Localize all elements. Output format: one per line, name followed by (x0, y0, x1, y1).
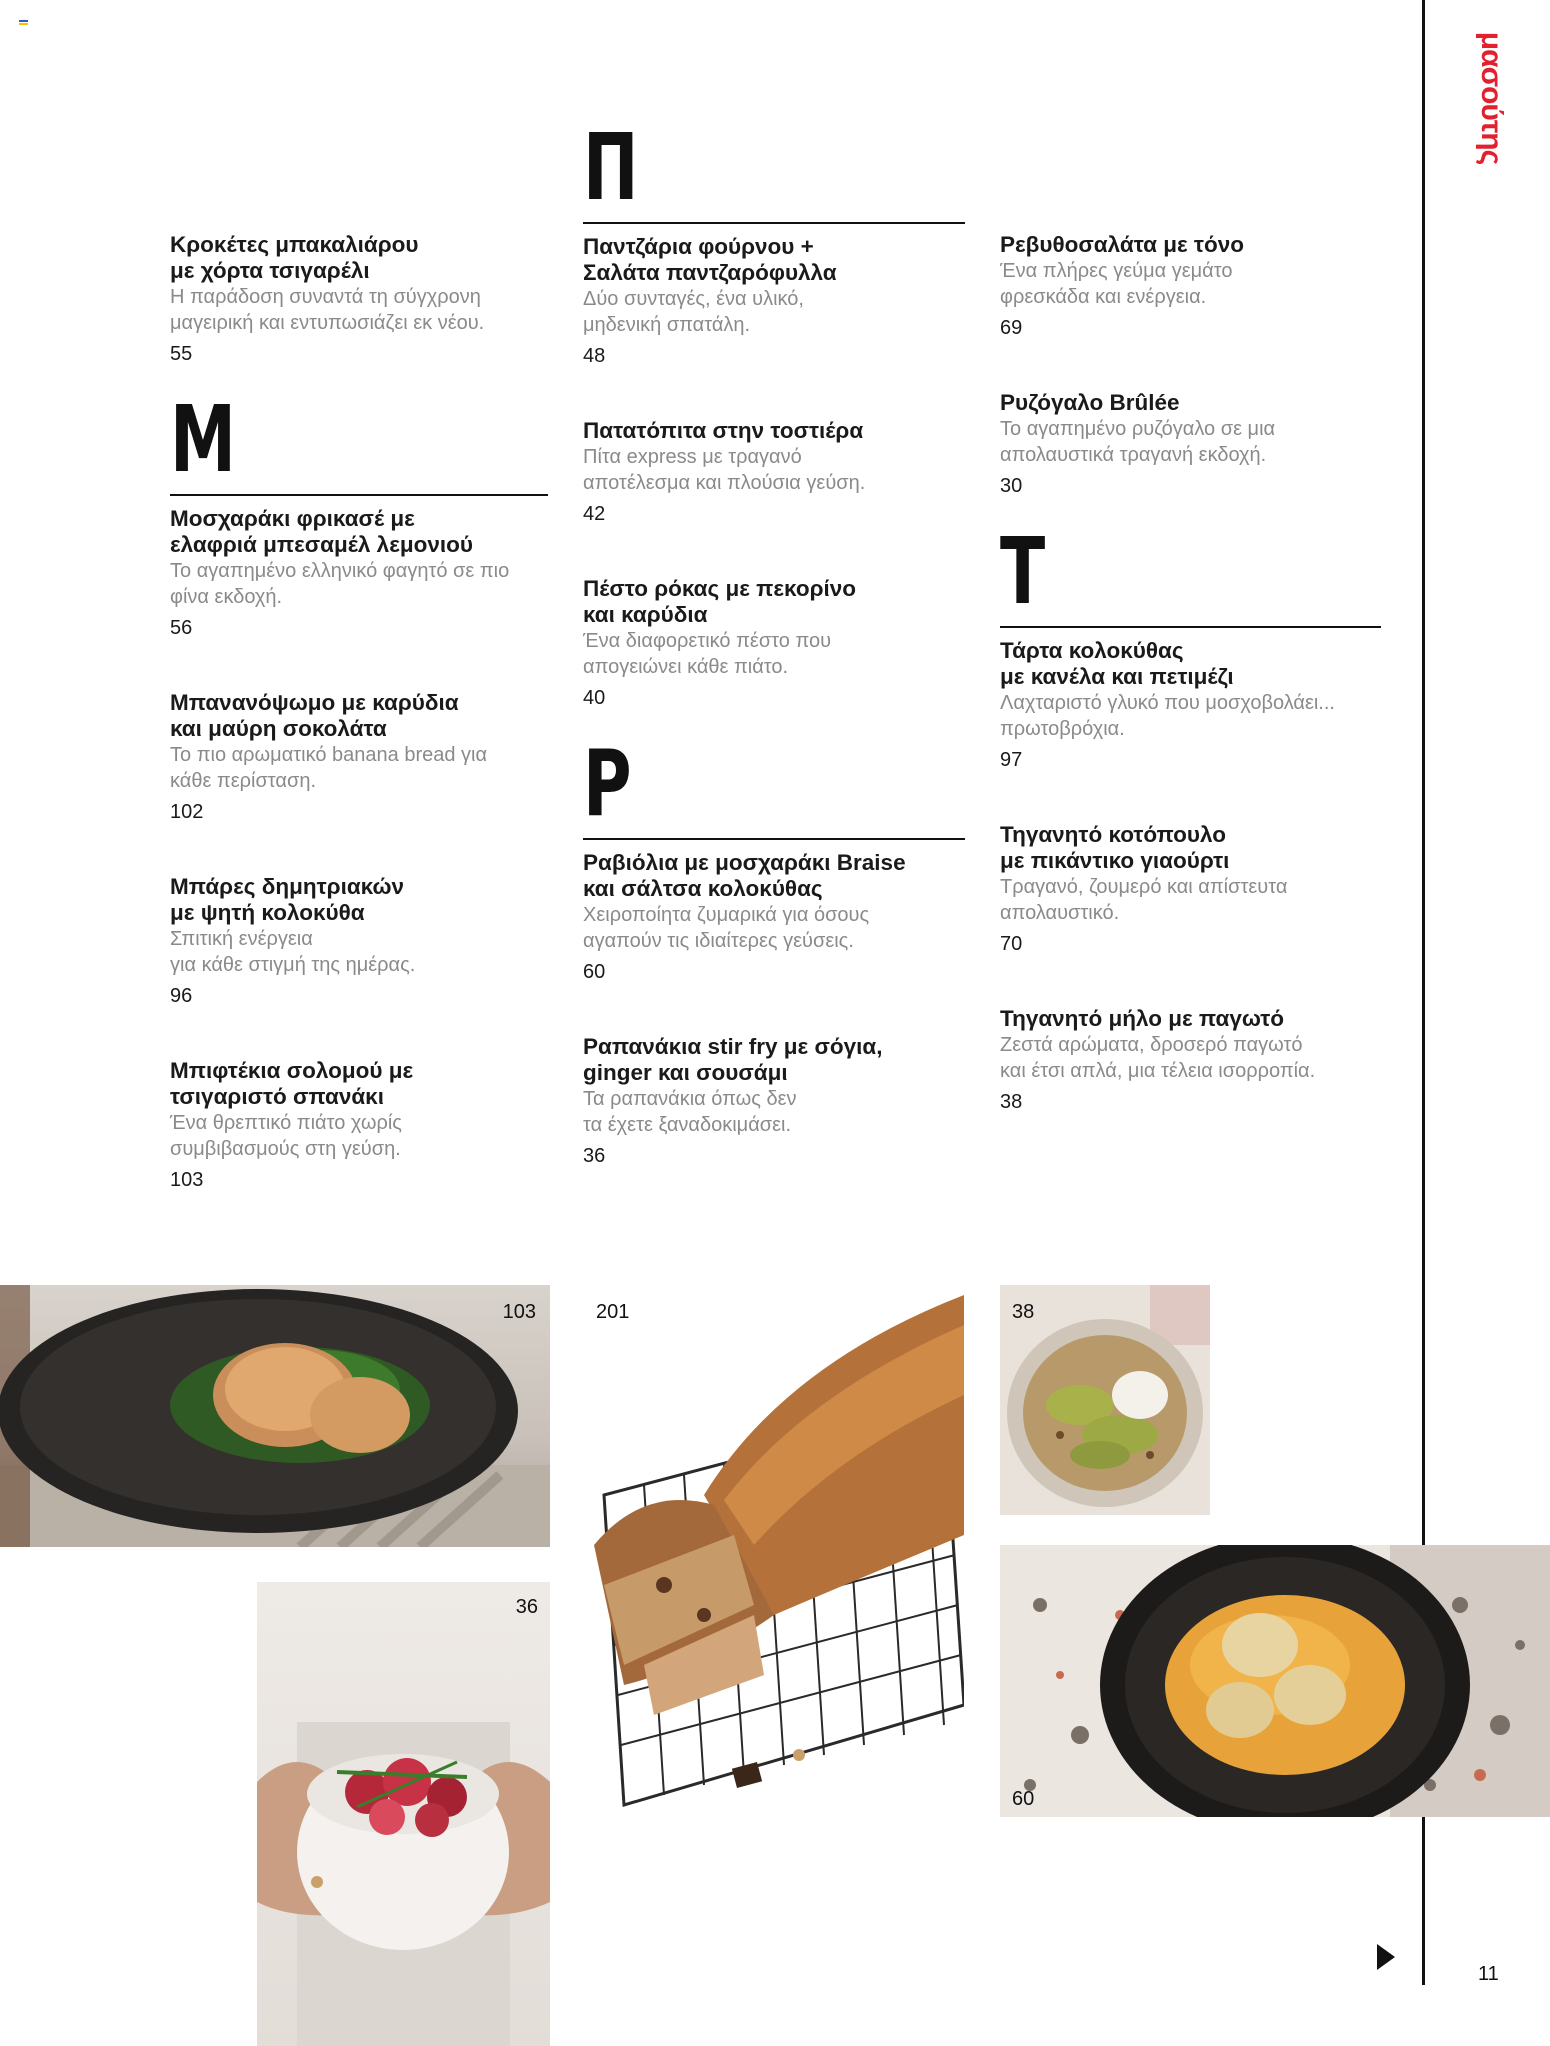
entry-page-number: 103 (170, 1169, 204, 1191)
entry-page-number: 42 (583, 503, 606, 525)
section-letter: Ρ (583, 730, 632, 837)
letter-heading (170, 386, 548, 496)
index-entry[interactable] (170, 1058, 548, 1192)
play-arrow-icon[interactable] (1377, 1944, 1395, 1970)
entry-title: Κροκέτες μπακαλιάρου με χόρτα τσιγαρέλι (170, 232, 419, 283)
letter-heading (583, 114, 965, 224)
ravioli-illustration (1000, 1545, 1550, 1817)
entry-description: Ένα θρεπτικό πιάτο χωρίς συμβιβασμούς στη γεύση. (170, 1112, 402, 1160)
section-rule (170, 494, 548, 496)
entry-description: Το πιο αρωματικό banana bread για κάθε περίσταση. (170, 744, 488, 792)
entry-page-number: 56 (170, 617, 193, 639)
entry-title: Πατατόπιτα στην τοστιέρα (583, 418, 864, 443)
photo-page-number: 60 (1012, 1788, 1035, 1810)
letter-heading (583, 730, 965, 840)
radish-bowl-illustration (257, 1582, 550, 2046)
section-letter: Τ (1000, 518, 1046, 625)
entry-title: Τάρτα κολοκύθας με κανέλα και πετιμέζι (1000, 638, 1234, 689)
entry-title: Μπανανόψωμο με καρύδια και μαύρη σοκολάτα (170, 690, 459, 741)
ravioli-photo[interactable] (1000, 1545, 1550, 1817)
index-entry[interactable] (1000, 232, 1381, 340)
photo-page-number: 36 (515, 1596, 538, 1618)
brand-logo (1475, 0, 1509, 195)
entry-description: Σπιτική ενέργεια για κάθε στιγμή της ημέρας. (170, 928, 416, 976)
entry-page-number: 38 (1000, 1091, 1023, 1113)
entry-title: Τηγανητό μήλο με παγωτό (1000, 1006, 1285, 1031)
letter-heading (1000, 518, 1381, 628)
index-entry[interactable] (583, 1034, 965, 1168)
index-entry[interactable] (170, 506, 548, 640)
entry-title: Ραπανάκια stir fry με σόγια, ginger και σουσάμι (583, 1034, 883, 1085)
banana-bread-photo[interactable] (584, 1285, 964, 1817)
banana-bread-illustration (584, 1285, 964, 1817)
index-entry[interactable] (583, 418, 965, 526)
entry-page-number: 40 (583, 687, 606, 709)
index-entry[interactable] (1000, 638, 1381, 772)
entry-description: Η παράδοση συναντά τη σύγχρονη μαγειρική και εντυπωσιάζει εκ νέου. (170, 286, 485, 334)
photo-page-number: 103 (502, 1301, 536, 1323)
section-letter: Π (583, 114, 639, 221)
entry-title: Παντζάρια φούρνου + Σαλάτα παντζαρόφυλλα (583, 234, 837, 285)
entry-page-number: 70 (1000, 933, 1023, 955)
entry-page-number: 36 (583, 1145, 606, 1167)
section-letter: Μ (170, 386, 236, 493)
entry-description: Λαχταριστό γλυκό που μοσχοβολάει... πρωτοβρόχια. (1000, 692, 1335, 740)
index-entry[interactable] (583, 576, 965, 710)
entry-page-number: 30 (1000, 475, 1023, 497)
radish-bowl-photo[interactable] (257, 1582, 550, 2046)
photo-page-number: 38 (1012, 1301, 1035, 1323)
entry-page-number: 48 (583, 345, 606, 367)
brand-logo-text: μασούτης (1475, 31, 1509, 164)
entry-page-number: 60 (583, 961, 606, 983)
entry-description: Δύο συνταγές, ένα υλικό, μηδενική σπατάλη. (583, 288, 804, 336)
section-rule (583, 222, 965, 224)
entry-description: Τα ραπανάκια όπως δεν τα έχετε ξαναδοκιμάσει. (583, 1088, 797, 1136)
section-rule (1000, 626, 1381, 628)
salmon-burgers-photo[interactable] (0, 1285, 550, 1547)
index-column-3 (1000, 232, 1381, 1114)
entry-title: Ρεβυθοσαλάτα με τόνο (1000, 232, 1244, 257)
flag-icon (19, 20, 28, 28)
index-entry[interactable] (583, 850, 965, 984)
photo-page-number: 201 (596, 1301, 630, 1323)
entry-description: Το αγαπημένο ρυζόγαλο σε μια απολαυστικά τραγανή εκδοχή. (1000, 418, 1276, 466)
salmon-burgers-illustration (0, 1285, 550, 1547)
page-number: 11 (1478, 1963, 1499, 1985)
index-entry[interactable] (170, 874, 548, 1008)
entry-description: Ένα πλήρες γεύμα γεμάτο φρεσκάδα και ενέργεια. (1000, 260, 1233, 308)
entry-page-number: 97 (1000, 749, 1023, 771)
fried-apple-photo[interactable] (1000, 1285, 1210, 1515)
index-entry[interactable] (170, 690, 548, 824)
entry-title: Ραβιόλια με μοσχαράκι Braise και σάλτσα κολοκύθας (583, 850, 906, 901)
entry-page-number: 55 (170, 343, 193, 365)
index-column-1 (170, 232, 548, 1192)
index-entry[interactable] (583, 234, 965, 368)
entry-title: Ρυζόγαλο Brûlée (1000, 390, 1180, 415)
index-entry[interactable] (1000, 390, 1381, 498)
entry-description: Ένα διαφορετικό πέστο που απογειώνει κάθε πιάτο. (583, 630, 832, 678)
entry-title: Πέστο ρόκας με πεκορίνο και καρύδια (583, 576, 857, 627)
entry-description: Το αγαπημένο ελληνικό φαγητό σε πιο φίνα εκδοχή. (170, 560, 510, 608)
entry-title: Μοσχαράκι φρικασέ με ελαφριά μπεσαμέλ λεμονιού (170, 506, 473, 557)
index-column-2 (583, 114, 965, 1168)
section-rule (583, 838, 965, 840)
entry-title: Μπάρες δημητριακών με ψητή κολοκύθα (170, 874, 404, 925)
entry-description: Χειροποίητα ζυμαρικά για όσους αγαπούν τις ιδιαίτερες γεύσεις. (583, 904, 870, 952)
entry-title: Μπιφτέκια σολομού με τσιγαριστό σπανάκι (170, 1058, 414, 1109)
entry-description: Πίτα express με τραγανό αποτέλεσμα και πλούσια γεύση. (583, 446, 866, 494)
index-entry[interactable] (1000, 822, 1381, 956)
index-entry[interactable] (1000, 1006, 1381, 1114)
entry-description: Ζεστά αρώματα, δροσερό παγωτό και έτσι απλά, μια τέλεια ισορροπία. (1000, 1034, 1316, 1082)
entry-title: Τηγανητό κοτόπουλο με πικάντικο γιαούρτι (1000, 822, 1230, 873)
entry-page-number: 69 (1000, 317, 1023, 339)
entry-description: Τραγανό, ζουμερό και απίστευτα απολαυστικό. (1000, 876, 1288, 924)
entry-page-number: 96 (170, 985, 193, 1007)
index-entry[interactable] (170, 232, 548, 366)
entry-page-number: 102 (170, 801, 204, 823)
